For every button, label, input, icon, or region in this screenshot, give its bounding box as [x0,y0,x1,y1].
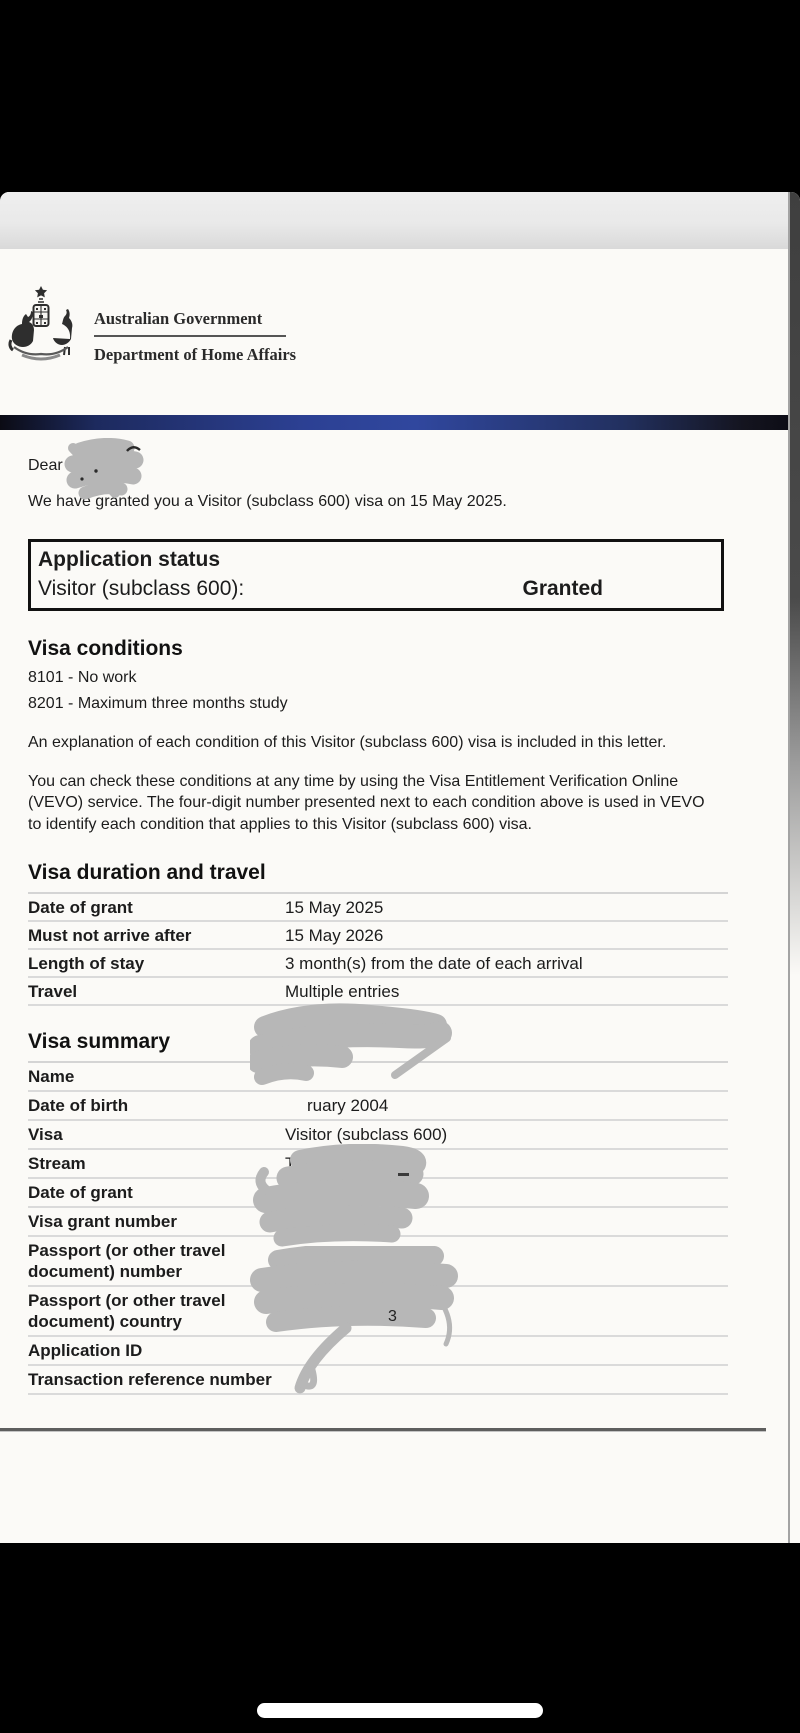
row-label: Date of birth [28,1096,129,1115]
row-value: CHINA [285,1291,338,1310]
row-label: Must not arrive after [28,926,192,945]
application-status-label: Visitor (subclass 600): [38,577,245,600]
application-status-box [28,539,724,611]
row-label: Date of grant [28,1183,133,1202]
row-label: Visa [28,1125,63,1144]
table-row [28,922,728,950]
peek-char: 3 [388,1308,397,1325]
row-label: Application ID [28,1341,143,1360]
government-title: Australian Government [94,309,286,337]
vevo-note: You can check these conditions at any time by using the Visa Entitlement Verification Online (VEVO) service. The four-digit number presented next to each condition above is used in VEVO to identify each condition that applies to this Visitor (subclass 600) visa. [28,772,705,833]
row-label: Passport (or other travel document) country [28,1291,226,1331]
row-label: Length of stay [28,954,145,973]
application-status-title: Application status [38,548,221,571]
letterhead-text [94,285,296,363]
row-value: 3 month(s) from the date of each arrival [285,954,583,973]
redaction-scribble [246,1246,461,1398]
row-label: Stream [28,1154,86,1173]
salutation: Dear [28,457,63,474]
conditions-explanation: An explanation of each condition of this Visitor (subclass 600) visa is included in this letter. [28,734,667,751]
redaction-scribble [55,438,157,504]
viewer-toolbar [0,192,800,251]
page-bottom-rule [0,1428,766,1432]
row-label: Name [28,1067,75,1086]
visa-duration-table [28,892,728,1006]
row-value: Multiple entries [285,982,400,1001]
visa-conditions-heading: Visa conditions [28,637,183,660]
redaction-scribble [252,1144,437,1256]
page-edge-shadow [790,192,800,1543]
application-status-row [38,574,721,604]
letterhead [8,285,730,363]
home-indicator[interactable] [257,1703,543,1718]
bottom-bezel [0,1543,800,1733]
row-value: ruary 2004 [307,1096,389,1115]
visa-duration-heading: Visa duration and travel [28,861,266,884]
row-value: 15 May 2025 [285,898,384,917]
row-label: Passport (or other travel document) number [28,1241,226,1281]
application-status-value: Granted [522,577,603,600]
navy-banner [0,415,800,430]
row-value: 15 May 2026 [285,926,384,945]
grant-sentence: We have granted you a Visitor (subclass 600) visa on 15 May 2025. [28,493,507,510]
peek-mark [398,1173,409,1176]
condition-item: 8201 - Maximum three months study [28,694,288,712]
page-edge-line [788,192,790,1543]
visa-summary-heading: Visa summary [28,1030,171,1053]
row-value: 15 May 2025 [285,1183,384,1202]
condition-item: 8101 - No work [28,669,137,686]
department-title: Department of Home Affairs [94,345,297,364]
row-label: Date of grant [28,898,133,917]
row-label: Visa grant number [28,1212,177,1231]
table-row [28,950,728,978]
redaction-scribble [250,1002,455,1107]
row-value: Visitor (subclass 600) [285,1125,448,1144]
row-label: Travel [28,982,78,1001]
row-value: 01 [287,1212,306,1231]
australian-coat-of-arms-icon [8,285,74,363]
row-label: Transaction reference number [28,1370,272,1389]
table-row [28,894,728,922]
top-bezel [0,0,800,192]
row-value: Tourist [285,1154,336,1173]
